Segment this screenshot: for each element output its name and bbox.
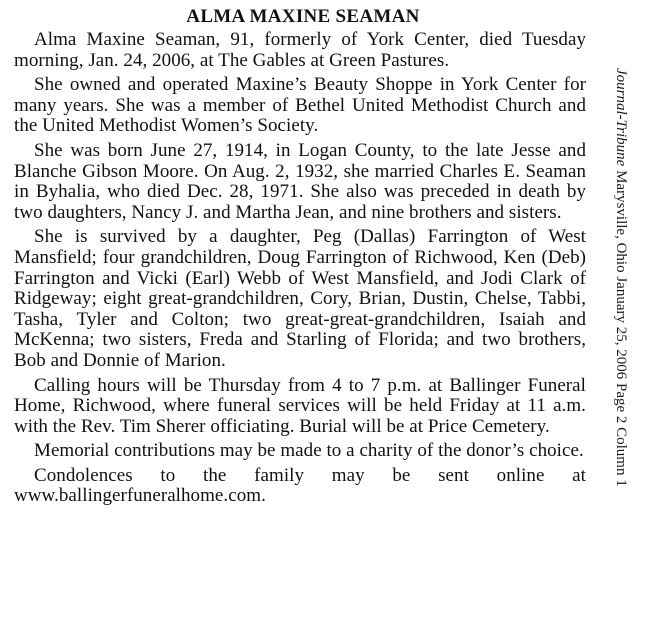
publication-details: Marysville, Ohio January 25, 2006 Page 2 Column 1 (613, 170, 629, 487)
paragraph-memorials: Memorial contributions may be made to a charity of the donor’s choice. (34, 440, 584, 462)
obituary-clipping (14, 6, 586, 507)
paragraph-career: She owned and operated Maxine’s Beauty Shoppe in York Center for many years. She was a member of Bethel United Methodist Church and the United Methodist Women’s Society. (14, 74, 586, 137)
paragraph-services: Calling hours will be Thursday from 4 to 7 p.m. at Ballinger Funeral Home, Richwood, where funeral services will be held Friday at 11 a.m. with the Rev. Tim Sherer officiating. Burial will be at Price Cemetery. (14, 374, 586, 437)
paragraph-condolences: Condolences to the family may be sent online at www.ballingerfuneralhome.com. (14, 464, 586, 507)
paragraph-death-notice: Alma Maxine Seaman, 91, formerly of York Center, died Tuesday morning, Jan. 24, 2006, at The Gables at Green Pastures. (14, 29, 586, 71)
obituary-headline: ALMA MAXINE SEAMAN (186, 6, 420, 27)
publication-name: Journal-Tribune (613, 68, 629, 167)
source-citation (612, 68, 630, 487)
source-citation-sidebar (593, 68, 649, 616)
paragraph-birth-marriage: She was born June 27, 1914, in Logan County, to the late Jesse and Blanche Gibson Moore. On Aug. 2, 1932, she married Charles E. Seaman in Byhalia, who died Dec. 28, 1971. She also was preceded in death by two daughters, Nancy J. and Martha Jean, and nine brothers and sisters. (14, 139, 586, 223)
paragraph-survivors: She is survived by a daughter, Peg (Dallas) Farrington of West Mansfield; four grandchildren, Doug Farrington of Richwood, Ken (Deb) Farrington and Vicki (Earl) Webb of West Mansfield, and Jodi Clark of Ridgeway; eight great-grandchildren, Cory, Brian, Dustin, Chelse, Tabbi, Tasha, Tyler and Colton; two great-great-grandchildren, Isaiah and McKenna; two sisters, Freda and Starling of Florida; and two brothers, Bob and Donnie of Marion. (14, 226, 586, 371)
